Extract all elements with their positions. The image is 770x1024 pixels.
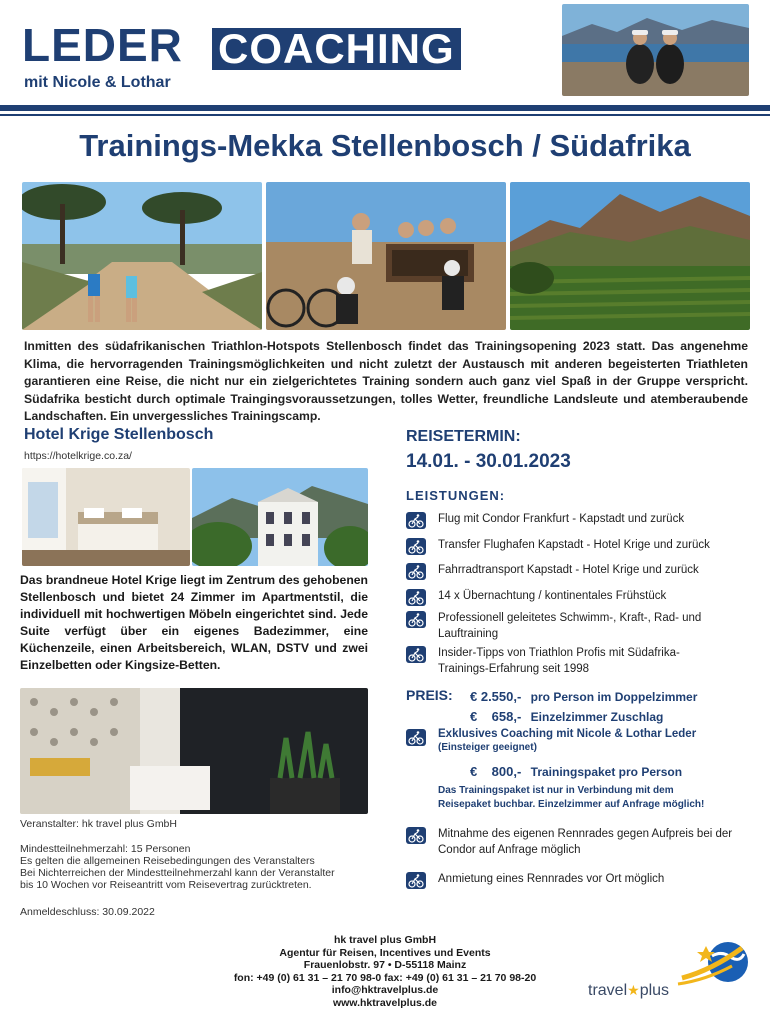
contact-web[interactable]: www.hktravelplus.de <box>332 996 438 1009</box>
price-single <box>470 709 663 724</box>
extra-text: Anmietung eines Rennrades vor Ort möglich <box>438 873 665 885</box>
price-package-amount: € 800,- <box>470 764 522 779</box>
registration-deadline: Anmeldeschluss: 30.09.2022 <box>20 906 155 918</box>
contact-agency: Agentur für Reisen, Incentives und Events <box>279 946 491 959</box>
contact-email[interactable]: info@hktravelplus.de <box>331 984 439 996</box>
extra-text: Mitnahme des eigenen Rennrades gegen Aufpreis bei der Condor auf Anfrage möglich <box>438 828 733 856</box>
photo-vineyard-mountains <box>510 182 750 330</box>
package-note-2: Reisepaket buchbar. Einzelzimmer auf Anfrage möglich! <box>438 799 705 810</box>
leistung-text: Professionell geleitetes Schwimm-, Kraft-, Rad- und Lauftraining <box>438 612 702 640</box>
photo-runners <box>22 182 262 330</box>
logo-text-plus: plus <box>639 982 670 999</box>
terms-line-1: Es gelten die allgemeinen Reisebedingungen des Veranstalters <box>20 855 315 867</box>
extra-item <box>406 826 756 858</box>
price-single-text: Einzelzimmer Zuschlag <box>530 710 664 724</box>
price-single-amount: € 658,- <box>470 709 522 724</box>
intro-paragraph: Inmitten des südafrikanischen Triathlon-Hotspots Stellenbosch findet das Trainingsopening 2023 statt. Das angenehme Klima, die hervorragenden Trainingsmöglichkeiten und nicht zuletzt der Austausch mit anderen begeisterten Triathleten garantieren eine Reise, die nicht nur ein zielgerichtetes Training sondern auch ganz viel Spaß in der Gruppe verspricht. Südafrika besticht durch optimale Traingingsvoraussetzungen, tolles Wetter, freundliche Landsleute und atemberaubende Landschaften. Ein unvergessliches Trainingscamp. <box>24 339 748 423</box>
contact-address: Frauenlobstr. 97 • D-55118 Mainz <box>303 959 467 971</box>
header-rule-thin <box>0 114 770 116</box>
organizer: Veranstalter: hk travel plus GmbH <box>20 818 177 830</box>
travelplus-logo <box>582 940 752 1004</box>
coaching-item <box>406 728 756 753</box>
photo-cycling-group <box>266 182 506 330</box>
leistung-item <box>406 562 756 580</box>
terms-line-2: Bei Nichterreichen der Mindestteilnehmerzahl kann der Veranstalter <box>20 867 335 879</box>
leistungen-label: LEISTUNGEN: <box>406 488 506 503</box>
brand-leder: LEDER <box>22 19 183 71</box>
brand-coaching-box <box>212 25 461 72</box>
cyclist-icon <box>406 872 426 889</box>
preis-label: PREIS: <box>406 687 453 703</box>
price-double-amount: € 2.550,- <box>470 689 522 704</box>
page-title: Trainings-Mekka Stellenbosch / Südafrika <box>79 128 691 163</box>
price-double-text: pro Person im Doppelzimmer <box>530 690 698 704</box>
coaching-note: (Einsteiger geeignet) <box>438 742 537 753</box>
cyclist-icon <box>406 729 426 746</box>
photo-hotel-exterior <box>192 468 368 566</box>
price-double <box>470 689 697 704</box>
coaching-text: Exklusives Coaching mit Nicole & Lothar Leder <box>438 728 697 740</box>
logo-text-travel: travel <box>588 982 628 999</box>
brand-subtitle: mit Nicole & Lothar <box>24 74 171 91</box>
photo-hotel-room <box>22 468 190 566</box>
leistung-item <box>406 588 756 606</box>
contact-company: hk travel plus GmbH <box>333 934 437 946</box>
leistung-item <box>406 645 756 677</box>
hotel-description: Das brandneue Hotel Krige liegt im Zentrum des gehobenen Stellenbosch und bietet 24 Zimmer im Apartmentstil, die individuell mit hochwertigen Möbeln eingerichtet sind. Jede Suite verfügt über ein eigenes Badezimmer, eine Küchenzeile, einen Arbeitsbereich, WLAN, DSTV und zwei Einzelbetten oder Kingsize-Betten. <box>20 573 368 672</box>
leistung-item <box>406 537 756 555</box>
cyclist-icon <box>406 589 426 606</box>
extra-item <box>406 871 756 889</box>
terms-line-3: bis 10 Wochen vor Reiseantritt vom Reisevertrag zurücktreten. <box>20 879 312 891</box>
header-photo-cyclists <box>562 4 749 96</box>
cyclist-icon <box>406 563 426 580</box>
header-rule <box>0 105 770 111</box>
cyclist-icon <box>406 827 426 844</box>
photo-hotel-lobby <box>20 688 368 814</box>
leistung-text: Transfer Flughafen Kapstadt - Hotel Krige und zurück <box>438 539 710 551</box>
hotel-heading: Hotel Krige Stellenbosch <box>24 426 214 443</box>
package-note-1: Das Trainingspaket ist nur in Verbindung mit dem <box>438 785 674 796</box>
hotel-link[interactable]: https://hotelkrige.co.za/ <box>24 450 132 462</box>
price-package <box>470 764 682 779</box>
price-package-text: Trainingspaket pro Person <box>530 765 683 779</box>
leistung-text: Flug mit Condor Frankfurt - Kapstadt und zurück <box>438 513 685 525</box>
min-participants: Mindestteilnehmerzahl: 15 Personen <box>20 843 191 855</box>
cyclist-icon <box>406 512 426 529</box>
reisetermin-label: REISETERMIN: <box>406 428 521 445</box>
cyclist-icon <box>406 538 426 555</box>
cyclist-icon <box>406 646 426 663</box>
brand-coaching: COACHING <box>218 25 455 72</box>
leistung-text: 14 x Übernachtung / kontinentales Frühstück <box>438 590 667 602</box>
star-icon: ★ <box>627 982 640 998</box>
cyclist-icon <box>406 611 426 628</box>
reisetermin-date: 14.01. - 30.01.2023 <box>406 451 571 472</box>
leistung-text: Fahrradtransport Kapstadt - Hotel Krige und zurück <box>438 564 699 576</box>
leistung-item <box>406 511 756 529</box>
contact-phone: fon: +49 (0) 61 31 – 21 70 98-0 fax: +49 (0) 61 31 – 21 70 98-20 <box>233 971 537 984</box>
leistung-text: Insider-Tipps von Triathlon Profis mit Südafrika-Trainings-Erfahrung seit 1998 <box>438 647 680 675</box>
leistung-item <box>406 610 756 642</box>
